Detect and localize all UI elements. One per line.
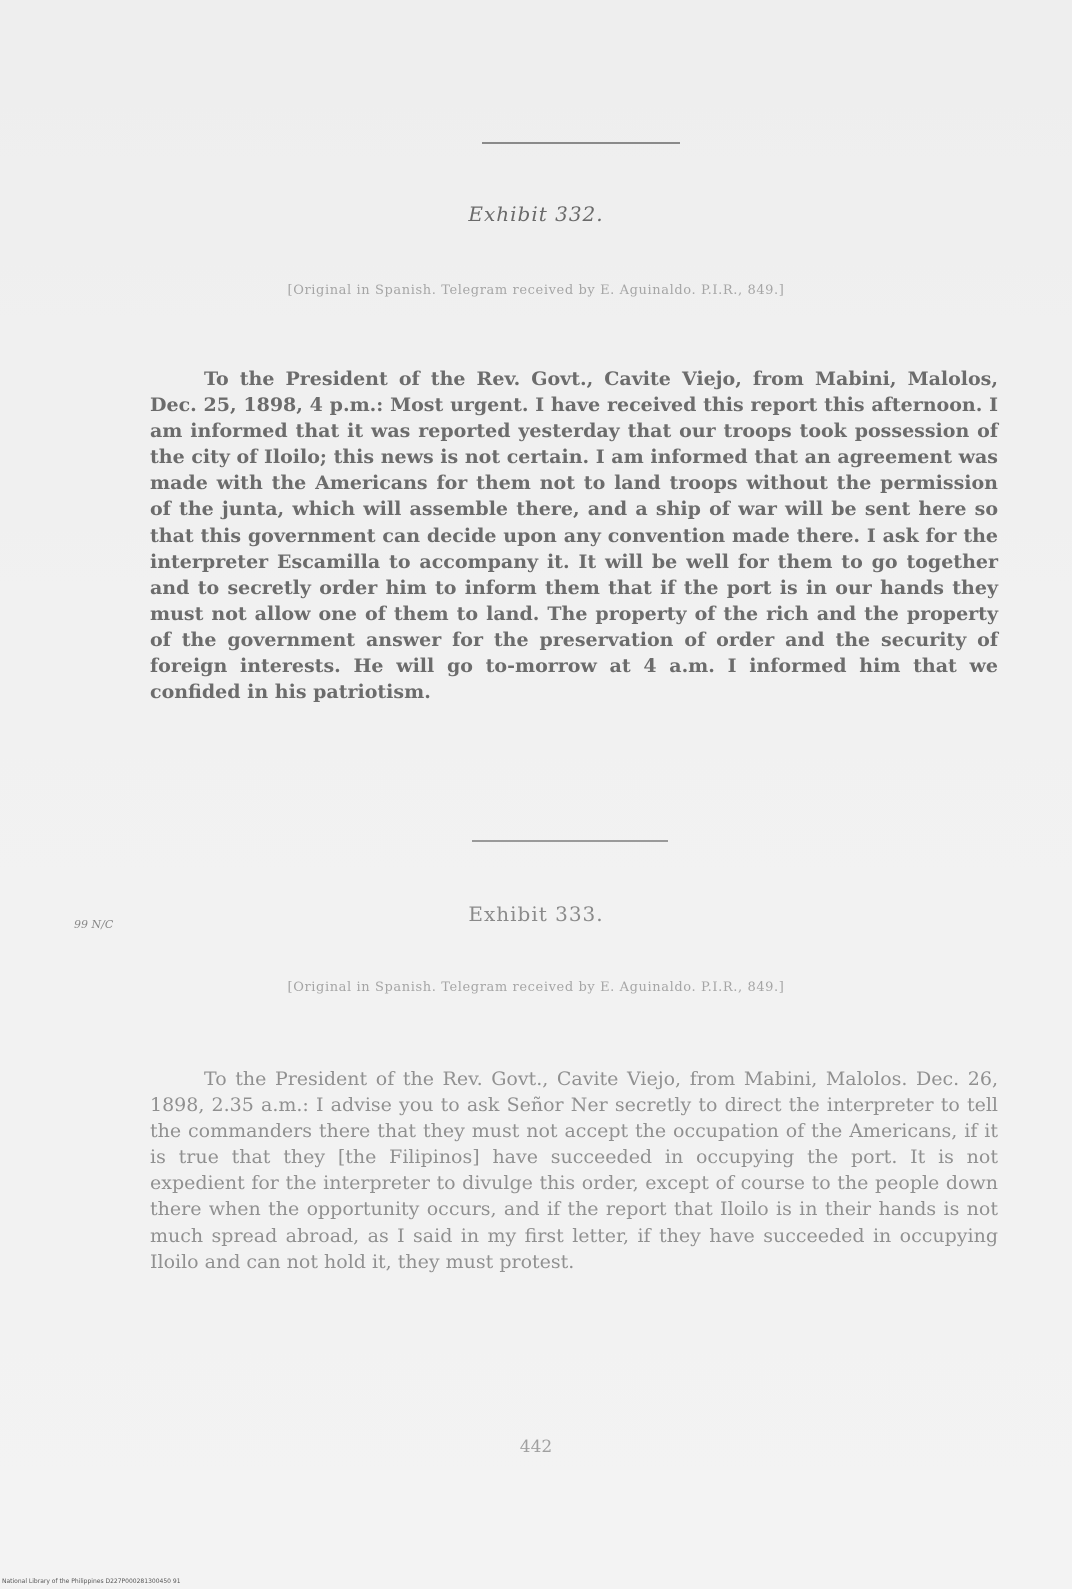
- top-rule: [482, 142, 680, 144]
- exhibit-333-source-note: [Original in Spanish. Telegram received by E. Aguinaldo. P.I.R., 849.]: [287, 980, 785, 995]
- middle-rule: [472, 840, 668, 842]
- page-number: 442: [519, 1437, 553, 1457]
- exhibit-332-body: To the President of the Rev. Govt., Cavite Viejo, from Mabini, Malolos, Dec. 25, 1898, 4 p.m.: Most urgent. I have received this report this afternoon. I am informed that it was reported yesterday that our troops took possession of the city of Iloilo; this news is not certain. I am informed that an agreement was made with the Americans for them not to land troops without the permission of the junta, which will assemble there, and a ship of war will be sent here so that this government can decide upon any convention made there. I ask for the interpreter Escamilla to accompany it. It will be well for them to go together and to secretly order him to inform them that if the port is in our hands they must not allow one of them to land. The property of the rich and the property of the government answer for the preservation of order and the security of foreign interests. He will go to-morrow at 4 a.m. I informed him that we confided in his patriotism.: [150, 368, 998, 704]
- archive-footer: National Library of the Philippines D227P000281300450 91: [2, 1578, 181, 1585]
- margin-mark: 99 N/C: [74, 918, 114, 931]
- exhibit-332-source-note: [Original in Spanish. Telegram received by E. Aguinaldo. P.I.R., 849.]: [287, 283, 785, 298]
- exhibit-333-title: Exhibit 333.: [468, 902, 604, 926]
- exhibit-332-title: Exhibit 332.: [468, 202, 604, 226]
- exhibit-333-body: To the President of the Rev. Govt., Cavite Viejo, from Mabini, Malolos. Dec. 26, 1898, 2.35 a.m.: I advise you to ask Señor Ner secretly to direct the interpreter to tell the commanders there that they must not accept the occupation of the Americans, if it is true that they [the Filipinos] have succeeded in occupying the port. It is not expedient for the interpreter to divulge this order, except of course to the people down there when the opportunity occurs, and if the report that Iloilo is in their hands is not much spread abroad, as I said in my first letter, if they have succeeded in occupying Iloilo and can not hold it, they must protest.: [150, 1068, 998, 1273]
